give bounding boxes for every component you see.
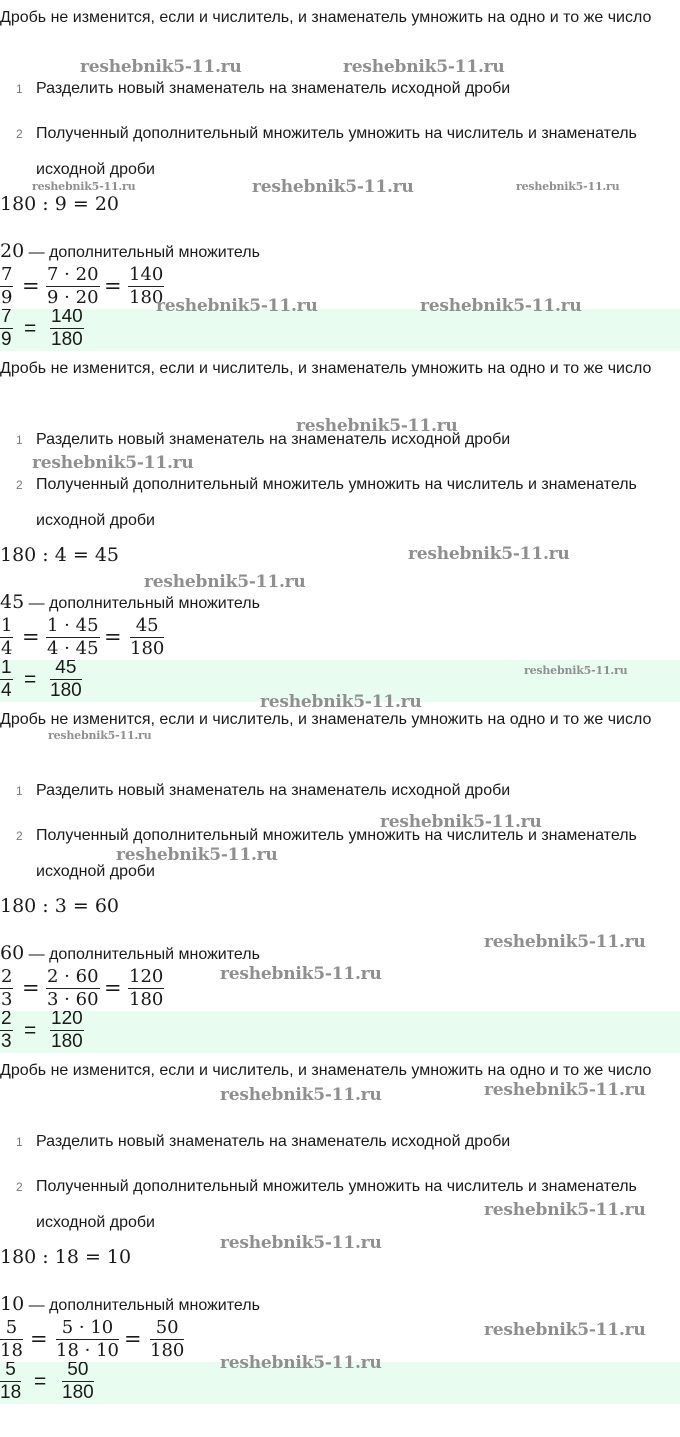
rule-text: Дробь не изменится, если и числитель, и знаменатель умножить на одно и то же число xyxy=(0,1062,652,1079)
multiplier-value: 60 xyxy=(0,942,25,964)
denominator: 4 · 45 xyxy=(47,638,99,659)
original-fraction xyxy=(0,660,13,702)
numerator: 7 · 20 xyxy=(47,264,99,285)
numerator: 140 xyxy=(50,309,84,329)
watermark: reshebnik5-11.ru xyxy=(408,544,570,564)
denominator: 180 xyxy=(150,1340,185,1361)
multiplier-line xyxy=(0,240,260,262)
step-number: 1 xyxy=(16,433,23,447)
original-fraction xyxy=(0,1011,13,1053)
watermark: reshebnik5-11.ru xyxy=(80,57,242,77)
equals-sign: = xyxy=(24,317,37,340)
multiplier-value: 20 xyxy=(0,240,25,262)
step-text: Полученный дополнительный множитель умножить на числитель и знаменатель исходной дроби xyxy=(36,827,637,880)
multiplier-label: — дополнительный множитель xyxy=(24,946,260,963)
original-fraction xyxy=(0,309,13,351)
multiplier-value: 45 xyxy=(0,591,25,613)
watermark: reshebnik5-11.ru xyxy=(220,1233,382,1253)
answer-fraction xyxy=(50,660,82,702)
equals-sign: = xyxy=(24,668,37,691)
numerator: 50 xyxy=(150,1317,184,1340)
numerator: 2 xyxy=(1,966,13,987)
step-number: 1 xyxy=(16,784,23,798)
numerator: 45 xyxy=(50,660,82,680)
numerator: 1 xyxy=(1,615,13,636)
denominator: 9 xyxy=(1,287,13,308)
equals-sign: = xyxy=(22,976,40,1000)
watermark: reshebnik5-11.ru xyxy=(32,180,136,193)
denominator: 4 xyxy=(1,680,12,701)
equals-sign: = xyxy=(124,1327,142,1351)
numerator: 45 xyxy=(130,615,164,638)
answer-fraction xyxy=(50,309,84,351)
step-text: Полученный дополнительный множитель умножить на числитель и знаменатель исходной дроби xyxy=(36,476,637,529)
equals-sign: = xyxy=(30,1327,48,1351)
step-text: Разделить новый знаменатель на знаменатель исходной дроби xyxy=(36,1133,511,1150)
original-fraction xyxy=(0,966,13,1011)
step-number: 2 xyxy=(16,829,23,843)
numerator: 7 xyxy=(1,264,13,285)
step-number: 2 xyxy=(16,1180,23,1194)
denominator: 180 xyxy=(130,638,165,659)
numerator: 5 · 10 xyxy=(56,1317,119,1340)
numerator: 5 xyxy=(0,1362,21,1382)
solution-block-4 xyxy=(0,1053,680,1404)
watermark: reshebnik5-11.ru xyxy=(220,1085,382,1105)
denominator: 18 xyxy=(0,1382,22,1403)
multiplier-label: — дополнительный множитель xyxy=(24,244,260,261)
expanded-fraction xyxy=(46,615,100,660)
denominator: 18 · 10 xyxy=(56,1340,119,1361)
expanded-fraction xyxy=(56,1317,119,1362)
original-fraction xyxy=(0,615,13,660)
watermark: reshebnik5-11.ru xyxy=(296,416,458,436)
watermark: reshebnik5-11.ru xyxy=(156,296,318,316)
answer-fraction xyxy=(62,1362,94,1404)
step-number: 2 xyxy=(16,127,23,141)
numerator: 2 xyxy=(0,1011,13,1031)
equals-sign: = xyxy=(104,625,122,649)
equals-sign: = xyxy=(22,625,40,649)
watermark: reshebnik5-11.ru xyxy=(220,964,382,984)
watermark: reshebnik5-11.ru xyxy=(252,177,414,197)
step-number: 1 xyxy=(16,1135,23,1149)
step-number: 1 xyxy=(16,82,23,96)
result-fraction xyxy=(150,1317,184,1362)
watermark: reshebnik5-11.ru xyxy=(516,180,620,193)
numerator: 50 xyxy=(62,1362,94,1382)
division-equation: 180 : 18 = 10 xyxy=(0,1246,132,1268)
answer-row xyxy=(0,1011,680,1053)
denominator: 3 · 60 xyxy=(47,989,99,1010)
watermark: reshebnik5-11.ru xyxy=(524,664,628,677)
numerator: 120 xyxy=(50,1011,84,1031)
watermark: reshebnik5-11.ru xyxy=(32,453,194,473)
watermark: reshebnik5-11.ru xyxy=(380,812,542,832)
multiplier-value: 10 xyxy=(0,1293,25,1315)
denominator: 180 xyxy=(50,680,82,701)
watermark: reshebnik5-11.ru xyxy=(484,1200,646,1220)
answer-fraction xyxy=(50,1011,84,1053)
multiplier-line xyxy=(0,1293,260,1315)
denominator: 9 xyxy=(1,329,12,350)
watermark: reshebnik5-11.ru xyxy=(144,572,306,592)
denominator: 180 xyxy=(51,1031,83,1052)
watermark: reshebnik5-11.ru xyxy=(220,1353,382,1373)
watermark: reshebnik5-11.ru xyxy=(260,692,422,712)
original-fraction xyxy=(0,264,13,309)
numerator: 120 xyxy=(129,966,164,987)
rule-text: Дробь не изменится, если и числитель, и знаменатель умножить на одно и то же число xyxy=(0,360,652,377)
numerator: 7 xyxy=(0,309,13,329)
multiplier-label: — дополнительный множитель xyxy=(24,1297,260,1314)
numerator: 1 xyxy=(0,660,13,680)
rule-text: Дробь не изменится, если и числитель, и знаменатель умножить на одно и то же число xyxy=(0,9,652,26)
division-equation: 180 : 9 = 20 xyxy=(0,193,120,215)
denominator: 180 xyxy=(129,287,164,308)
original-fraction xyxy=(0,1362,21,1404)
multiplier-label: — дополнительный множитель xyxy=(24,595,260,612)
numerator: 5 xyxy=(0,1317,23,1340)
solution-block-3 xyxy=(0,702,680,1053)
expanded-fraction xyxy=(46,264,100,309)
multiplier-line xyxy=(0,591,260,613)
step-text: Разделить новый знаменатель на знаменатель исходной дроби xyxy=(36,80,511,97)
denominator: 180 xyxy=(51,329,83,350)
equals-sign: = xyxy=(34,1370,47,1393)
watermark: reshebnik5-11.ru xyxy=(484,932,646,952)
result-fraction xyxy=(128,966,164,1011)
denominator: 3 xyxy=(1,989,13,1010)
watermark: reshebnik5-11.ru xyxy=(343,57,505,77)
step-text: Полученный дополнительный множитель умножить на числитель и знаменатель исходной дроби xyxy=(36,1178,637,1231)
watermark: reshebnik5-11.ru xyxy=(420,296,582,316)
original-fraction xyxy=(0,1317,23,1362)
denominator: 3 xyxy=(1,1031,12,1052)
step-text: Полученный дополнительный множитель умножить на числитель и знаменатель исходной дроби xyxy=(36,125,637,178)
watermark: reshebnik5-11.ru xyxy=(484,1080,646,1100)
denominator: 4 xyxy=(1,638,13,659)
step-number: 2 xyxy=(16,478,23,492)
denominator: 180 xyxy=(129,989,164,1010)
division-equation: 180 : 4 = 45 xyxy=(0,544,120,566)
fraction-equation xyxy=(0,615,680,661)
numerator: 140 xyxy=(129,264,164,285)
numerator: 2 · 60 xyxy=(47,966,99,987)
denominator: 18 xyxy=(0,1340,23,1361)
equals-sign: = xyxy=(22,274,40,298)
watermark: reshebnik5-11.ru xyxy=(484,1320,646,1340)
multiplier-line xyxy=(0,942,260,964)
numerator: 1 · 45 xyxy=(47,615,99,636)
denominator: 180 xyxy=(62,1382,94,1403)
denominator: 9 · 20 xyxy=(47,287,99,308)
step-text: Разделить новый знаменатель на знаменатель исходной дроби xyxy=(36,782,511,799)
watermark: reshebnik5-11.ru xyxy=(116,845,278,865)
rule-text: Дробь не изменится, если и числитель, и знаменатель умножить на одно и то же число xyxy=(0,711,652,728)
watermark: reshebnik5-11.ru xyxy=(48,729,152,742)
equals-sign: = xyxy=(104,976,122,1000)
equals-sign: = xyxy=(24,1019,37,1042)
expanded-fraction xyxy=(46,966,100,1011)
equals-sign: = xyxy=(104,274,122,298)
solution-block-2 xyxy=(0,351,680,702)
division-equation: 180 : 3 = 60 xyxy=(0,895,120,917)
step-text: Разделить новый знаменатель на знаменатель исходной дроби xyxy=(36,431,511,448)
result-fraction xyxy=(130,615,164,660)
